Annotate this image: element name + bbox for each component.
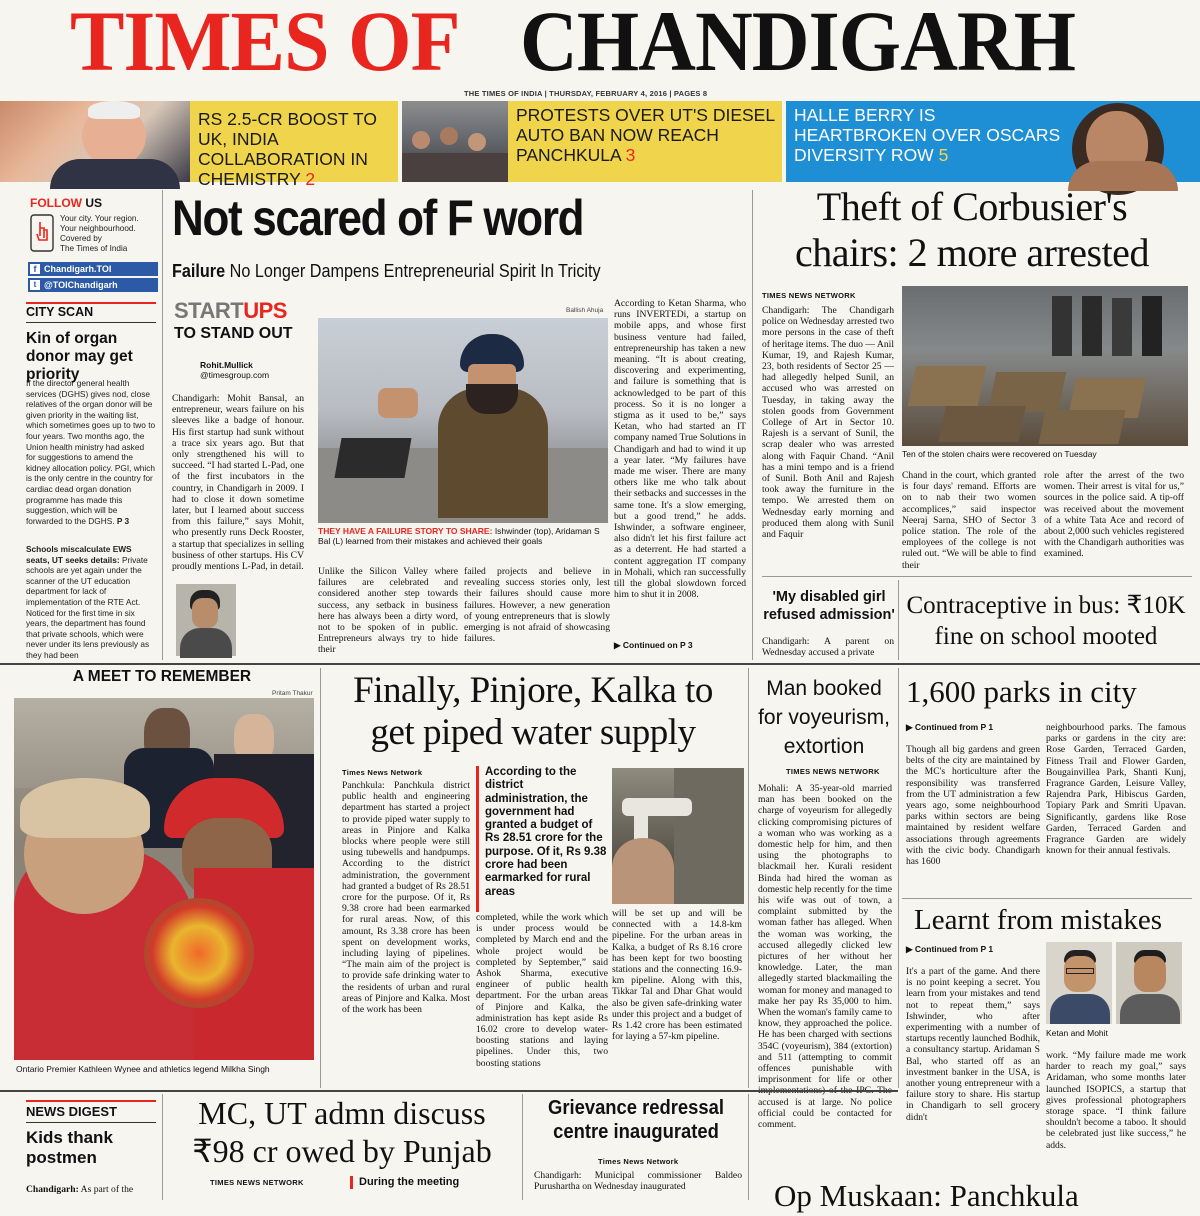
pinjore-col1: Panchkula: Panchkula district public health and engineering department has started a project to provide piped water supply to areas in Pinjore and Kalka blocks where people were still using tubewells and handpumps. According to the district administration, the government had granted a budget of Rs 28.51 crore for the purpose. Of it, Rs 9.38 crore had been earmarked for rural areas. Now, of this amount, Rs 3.38 crore has been spent on development works, including laying of pipelines. “The main aim of the project is to provide safe drinking water to the residents of urban and rural areas of Pinjore and Kalka. Most of the work has been: [342, 780, 470, 1016]
voyeur-headline: Man booked for voyeurism, extortion: [758, 677, 890, 758]
masthead-title-right: CHANDIGARH: [520, 0, 1076, 89]
mc-pullquote: During the meeting: [350, 1176, 500, 1189]
lead-col3: failed projects and believe in revealing success stories only, lest their failures should cause more failures. However, a new generation of young entrepreneurs that is slowly emerging is not afraid of showcasing failures.: [464, 566, 610, 645]
news-digest: [26, 1100, 156, 1200]
city-scan-body: If the director general health services (DGHS) gives nod, close relatives of the organ donor will be given priority in the waiting list, which sometimes goes up to two to four years. Two months ago, the Union health ministry had asked for suggestions to amend the kidney allocation policy. PGI, which is the only centre in the country for cardiac dead organ donation programme has made this suggestion, which will be forwarded to the DGHS. P 3: [26, 378, 156, 526]
teaser-2-photo: [402, 101, 508, 182]
muskaan-headline: Op Muskaan: Panchkula: [774, 1178, 1079, 1213]
lead-deck: Failure No Longer Dampens Entrepreneurial Spirit In Tricity: [172, 261, 601, 281]
teaser-3-page: 5: [938, 145, 949, 165]
teaser-1[interactable]: [0, 101, 398, 189]
disabled-body: Chandigarh: A parent on Wednesday accused a private: [762, 636, 894, 659]
city-scan-headline: Kin of organ donor may get priority: [26, 330, 133, 383]
news-digest-body: Chandigarh: As part of the: [26, 1184, 134, 1195]
voyeur-byline: TIMES NEWS NETWORK: [786, 767, 880, 776]
grievance-byline: Times News Network: [598, 1157, 679, 1166]
lead-headline: Not scared of F word: [172, 190, 584, 246]
follow-box: [26, 194, 160, 298]
inset-photo: [176, 584, 236, 656]
meet-credit: Pritam Thakur: [272, 690, 313, 697]
twitter-icon: t: [30, 280, 40, 290]
masthead-title-left: TIMES OF: [70, 0, 460, 89]
teaser-3[interactable]: [786, 101, 1200, 182]
meet-caption: Ontario Premier Kathleen Wynee and athletics legend Milkha Singh: [16, 1064, 270, 1074]
masthead: [0, 0, 1200, 89]
news-digest-headline: Kids thank postmen: [26, 1128, 113, 1167]
pinjore-byline: Times News Network: [342, 768, 423, 777]
teaser-2-text: PROTESTS OVER UT'S DIESEL AUTO BAN NOW REACH PANCHKULA 3: [516, 105, 775, 165]
arrow-right-icon: ▶: [906, 722, 913, 732]
learnt-headline: Learnt from mistakes: [914, 904, 1163, 936]
arrow-right-icon: ▶: [906, 944, 913, 954]
teaser-band: [0, 101, 1200, 189]
lead-col4: According to Ketan Sharma, who runs INVERTEDi, a startup on mobile apps, and whose first business venture had failed, entrepreneurship has taken a new meaning. “It is about creating, discovering and experimenting, and failure is something that is acknowledged to be part of this process. So it is no longer a stigma as it used to be,” says Ketan, who had started an IT company named True Solutions in Chandigarh and had to wind it up a year later. “My failures have made me wiser. There are many others like me who talk about their setbacks and successes in the same tone. It's a slow emerging, but a good trend,” he adds. Ishwinder, a software engineer, also didn't let his first failure act as a deterrent. He had started a content aggregation IT company in Mohali, which ran successfully till the global slowdown forced him to shut it in 2008.: [614, 298, 746, 601]
teaser-1-page: 2: [305, 169, 316, 189]
grievance-headline: Grievance redressal centre inaugurated: [548, 1097, 724, 1143]
parks-continued[interactable]: ▶ Continued from P 1: [906, 722, 994, 732]
pinjore-col2: completed, while the work which is under process would be completed by March end and the whole project would be completed by September,” said Ashok Sharma, executive engineer of public health department. For the urban areas of Pinjore and Kalka, the administration has kept aside Rs 16.02 crore to develop water-boosting stations and laying pipelines. Under this, two boosting stations: [476, 912, 608, 1069]
learnt-photo-mohit: [1116, 942, 1182, 1024]
follow-label-b: US: [85, 196, 102, 210]
corbusier-headline: Theft of Corbusier's chairs: 2 more arrested: [795, 184, 1149, 275]
corbusier-col3: role after the arrest of the two women. Their arrest is vital for us,” sources in the police said. A tip-off was received about the movement of a white Tata Ace and record of about 2,000 such vehicles registered with the Chandigarh authorities was examined.: [1044, 470, 1184, 560]
news-digest-label: NEWS DIGEST: [26, 1104, 118, 1119]
mc-byline: TIMES NEWS NETWORK: [210, 1178, 304, 1187]
learnt-col2: work. “My failure made me work harder to reach my goal,” says Aridaman, who some months later launched ISOPICS, a startup that gives professional photographers storage space. “I think failure shouldn't become a taboo. It should be celebrated just like success,” he adds.: [1046, 1050, 1186, 1151]
twitter-link[interactable]: t @TOIChandigarh: [28, 278, 158, 292]
teaser-2[interactable]: [402, 101, 782, 182]
teaser-2-page: 3: [625, 145, 636, 165]
pinjore-col3: will be set up and will be connected with a 14.8-km pipeline. For the urban areas in Kalka, a budget of Rs 8.16 crore has been kept for two boosting stations and the connecting 16.9-km pipeline. Along with this, Tikkar Tal and Dhar Ghat would also be given safe-drinking water under this project and a budget of Rs 1.42 crore has been estimated for laying a 57-km pipeline.: [612, 908, 742, 1043]
dateline: THE TIMES OF INDIA | THURSDAY, FEBRUARY 4, 2016 | PAGES 8: [464, 89, 708, 98]
parks-col2: neighbourhood parks. The famous parks or gardens in the city are: Rose Garden, Terraced Garden, Fitness Trail and Flower Garden, Bougainvillea Park, Shanti Kunj, Fragrance Garden, Leisure Valley, Rajendra Park, Hibiscus Garden, Topiary Park and Smriti Upavan. Significantly, gardens like Rose Garden, Terraced Garden and Fragrance Garden are widely known for their annual festivals.: [1046, 722, 1186, 857]
lead-byline: Rohit.Mullick @timesgroup.com: [200, 360, 270, 380]
lead-col1: Chandigarh: Mohit Bansal, an entrepreneur, wears failure on his sleeves like a badge of honour. His first startup had sunk without a trace six years ago. But that only strengthened his will to succeed. “I had started L-Pad, one of the first incubators in the country, in Chandigarh in 2009. I had to close it down sometime later, but I learned about success from this failure,” says Mohit, who presently runs Deck Rooster, a startup that specializes in selling business of other startups. His CV proudly mentions L-Pad, in detail.: [172, 393, 304, 573]
corbusier-caption: Ten of the stolen chairs were recovered on Tuesday: [902, 449, 1097, 459]
arrow-right-icon: ▶: [614, 640, 621, 650]
learnt-caption: Ketan and Mohit: [1046, 1028, 1108, 1038]
facebook-icon: f: [30, 264, 40, 274]
lead-col2: Unlike the Silicon Valley where failures are celebrated and considered another step towards success, any setback in business here has always been a dirty word, not to be spoken of in public. Entrepreneurs always try to hide their: [318, 566, 458, 656]
contraceptive-headline: Contraceptive in bus: ₹10K fine on school mooted: [906, 592, 1186, 650]
disabled-headline: 'My disabled girl refused admission': [763, 589, 895, 623]
learnt-photo-ketan: [1046, 942, 1112, 1024]
mc-headline: MC, UT admn discuss ₹98 cr owed by Punjab: [192, 1095, 492, 1169]
meet-title: A MEET TO REMEMBER: [72, 668, 252, 685]
voyeur-body: Mohali: A 35-year-old married man has been booked on the charge of voyeurism for allegedly clicking compromising pictures of a woman who was working as a domestic help for him, and then using the photographs to blackmail her. Kurali resident Binda had hired the woman as domestic help recently for the time his wife was out of town, a complaint submitted by the woman father has alleged. When the woman was working, the accused allegedly clicked lew pictures of her without her knowledge. Later, the man allegedly started blackmailing the woman for money and managed to make her pay Rs 35,000 to him. When the woman's family came to know, they approached the police. He has been charged with sections 354C (voyeurism), 384 (extortion) and 511 (attempting to commit offences punishable with imprisonment for life or other accused is at large. No police official could be contacted for comment.: [758, 783, 892, 1131]
teaser-1-text: RS 2.5-CR BOOST TO UK, INDIA COLLABORATION IN CHEMISTRY 2: [198, 109, 377, 189]
learnt-continued[interactable]: ▶ Continued from P 1: [906, 944, 994, 954]
lead-photo: [318, 318, 608, 523]
hand-pointer-icon: [30, 214, 54, 252]
teaser-1-photo: [0, 101, 190, 182]
pinjore-pullquote: According to the district administration, the government had granted a budget of Rs 28.51 crore for the purpose. Of it, Rs 9.38 crore had been earmarked for rural areas: [476, 766, 608, 912]
teaser-3-text: HALLE BERRY IS HEARTBROKEN OVER OSCARS DIVERSITY ROW 5: [794, 105, 1061, 165]
parks-headline: 1,600 parks in city: [906, 674, 1137, 709]
learnt-col1: It's a part of the game. And there is no point keeping a secret. You learn from your mistakes and tend not to repeat them,” says Ishwinder, who after experimenting with a number of startups recently launched Bodhik, a consultancy startup. Aridaman S Bal, who started off as an investment banker in the USA, is another young entrepreneur with a failure story to share. His startup in Chandigarh to sell grocery didn't: [906, 966, 1040, 1123]
meet-photo: [14, 698, 314, 1060]
corbusier-photo: [902, 286, 1188, 446]
city-scan-page-ref: P 3: [116, 515, 130, 526]
pinjore-photo: [612, 768, 742, 904]
lead-continued[interactable]: ▶ Continued on P 3: [614, 640, 693, 650]
corbusier-col1: Chandigarh: The Chandigarh police on Wednesday arrested two more persons in the case of theft of heritage items. The duo — Anil Kumar, 19, and Rajesh Kumar, 23, both residents of Sector 25 — had allegedly helped Sunil, an accused who was arrested on Tuesday, in taking away the stolen goods from Government College of Art in Sector 10. Rajesh is a servant of Sunil, the scrap dealer who was arrested along with Faquir Chand. “Anil has a mini tempo and is a friend of Sunil. Both Anil and Rajesh took away the furniture in the tempo. We arrested them on Wednesday early morning and produced them along with Sunil and Faquir: [762, 305, 894, 541]
facebook-link[interactable]: f Chandigarh.TOI: [28, 262, 158, 276]
corbusier-byline: TIMES NEWS NETWORK: [762, 291, 856, 300]
grievance-body: Chandigarh: Municipal commissioner Baldeo Purushartha on Wednesday inaugurated: [534, 1170, 742, 1193]
city-scan-label: CITY SCAN: [26, 305, 94, 319]
startups-logo: STARTUPS TO STAND OUT: [174, 298, 293, 342]
lead-photo-credit: Ballish Ahuja: [566, 307, 604, 314]
corbusier-col2: Chand in the court, which granted is four days' remand. Efforts are on to nab their two women accomplices,” said inspector Neeraj Sarna, SHO of Sector 3 police station. The role of the employees of the college is not ruled out. “We will be able to find their: [902, 470, 1036, 571]
follow-label-a: FOLLOW: [30, 196, 82, 210]
parks-col1: Though all big gardens and green belts of the city are maintained by the MC's horticulture after the responsibility was transferred from the UT administration a few years ago, some neighbourhood parks within sectors are being maintained by resident welfare associations through agreements with the civic body. Chandigarh has 1600: [906, 744, 1040, 868]
teaser-3-photo: [1048, 101, 1200, 182]
pinjore-headline: Finally, Pinjore, Kalka to get piped water supply: [353, 670, 713, 753]
follow-lines: Your city. Your region. Your neighbourhood. Covered by The Times of India: [60, 214, 139, 253]
lead-caption: THEY HAVE A FAILURE STORY TO SHARE: Ishwinder (top), Aridaman S Bal (L) learned from their mistakes and achieved their goals: [318, 526, 600, 546]
city-scan-item2: Schools miscalculate EWS seats, UT seeks details: Private schools are yet again under the scanner of the UT education department for lack of implementation of the RTE Act. Noticed for the first time in six years, the department has found that private schools, which were never under its lens previously as they had been: [26, 544, 150, 660]
